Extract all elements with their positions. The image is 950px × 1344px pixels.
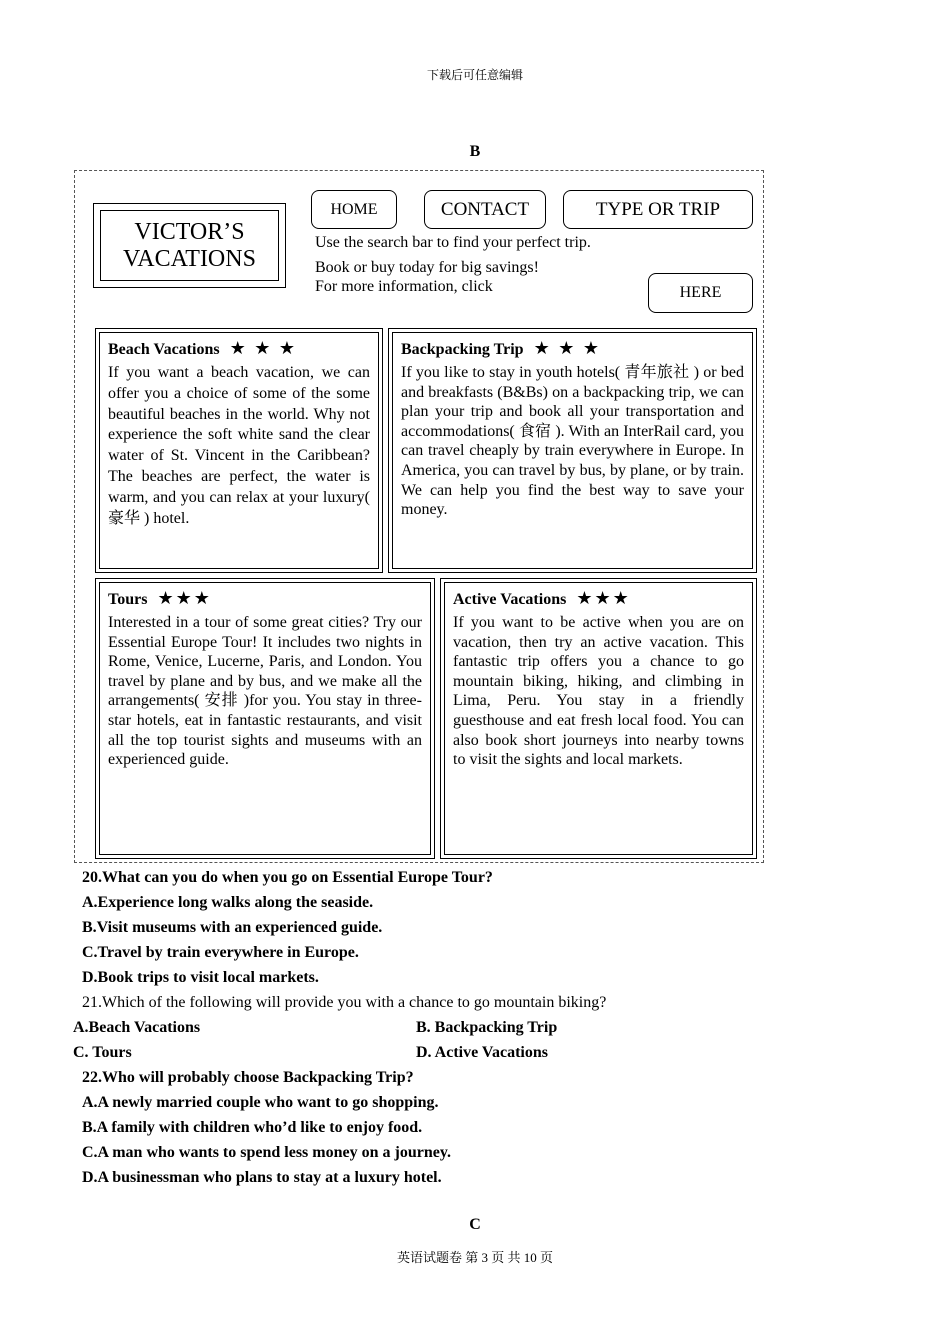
card-beach-vacations: [95, 328, 383, 573]
card-description: If you want to be active when you are on vacation, then try an active vacation. This fantastic trip offers you a chance to go mountain biking, hiking, and climbing in Lima, Peru. You stay in a friendly guesthouse and eat fresh local food. You can also book short journeys into nearby towns to visit the sights and local markets.: [453, 614, 744, 769]
card-title-text: Beach Vacations: [108, 341, 220, 358]
header-note: 下载后可任意编辑: [426, 68, 523, 82]
logo-line-1: VICTOR’S: [134, 218, 245, 245]
q20-stem: 20.What can you do when you go on Essential Europe Tour?: [82, 869, 493, 886]
home-button[interactable]: HOME: [311, 190, 397, 229]
q20-option-d: D.Book trips to visit local markets.: [82, 969, 319, 986]
card-description: If you want a beach vacation, we can offer you a choice of some of the some beautiful beaches in the world. Why not experience the soft white sand the clear water of St. Vincent in the Caribbean? The beaches are perfect, the water is warm, and you can relax at your luxury( 豪华 ) hotel.: [108, 364, 370, 527]
section-c-heading: C: [469, 1216, 481, 1233]
card-title: [401, 338, 744, 360]
q22-option-a: A.A newly married couple who want to go shopping.: [82, 1094, 439, 1111]
card-title-text: Backpacking Trip: [401, 341, 524, 358]
q20-option-c: C.Travel by train everywhere in Europe.: [82, 944, 359, 961]
section-b-heading: B: [469, 143, 481, 160]
card-title: [108, 338, 370, 360]
page-footer: 英语试题卷 第 3 页 共 10 页: [396, 1250, 553, 1265]
q21-option-b: B. Backpacking Trip: [416, 1019, 558, 1036]
q20-option-b: B.Visit museums with an experienced guide.: [82, 919, 383, 936]
info-search: Use the search bar to find your perfect trip.: [315, 234, 591, 251]
logo-line-2: VACATIONS: [123, 245, 256, 272]
type-or-trip-button[interactable]: TYPE OR TRIP: [563, 190, 753, 229]
star-rating: ★★★: [576, 588, 631, 608]
card-title-text: Active Vacations: [453, 591, 567, 608]
card-active-vacations: [440, 578, 757, 859]
card-description: Interested in a tour of some great cities? Try our Essential Europe Tour! It includes two nights in Rome, Venice, Lucerne, Paris, and London. You travel by plane and by bus, and we make all the arrangements( 安排 )for you. You stay in three-star hotels, eat in fantastic restaurants, and visit all the top tourist sights and museums with an experienced guide.: [108, 614, 422, 769]
star-rating: ★★★: [157, 588, 212, 608]
q21-option-a: A.Beach Vacations: [73, 1019, 201, 1036]
q21-option-d: D. Active Vacations: [416, 1044, 548, 1061]
contact-button[interactable]: CONTACT: [424, 190, 546, 229]
card-title: [453, 588, 744, 610]
q22-stem: 22.Who will probably choose Backpacking Trip?: [82, 1069, 414, 1086]
card-backpacking-trip: [388, 328, 757, 573]
here-button[interactable]: HERE: [648, 273, 753, 313]
card-title: [108, 588, 422, 610]
q20-option-a: A.Experience long walks along the seaside.: [82, 894, 374, 911]
q22-option-b: B.A family with children who’d like to enjoy food.: [82, 1119, 423, 1136]
q22-option-c: C.A man who wants to spend less money on a journey.: [82, 1144, 451, 1161]
q21-stem: 21.Which of the following will provide you with a chance to go mountain biking?: [82, 994, 607, 1011]
logo: [100, 210, 279, 281]
card-title-text: Tours: [108, 591, 148, 608]
q22-option-d: D.A businessman who plans to stay at a luxury hotel.: [82, 1169, 442, 1186]
star-rating: ★ ★ ★: [533, 338, 601, 358]
q21-option-c: C. Tours: [73, 1044, 132, 1061]
star-rating: ★ ★ ★: [229, 338, 297, 358]
card-description: If you like to stay in youth hotels( 青年旅社 ) or bed and breakfasts (B&Bs) on a backpacking trip, we can plan your trip and book all your transportation and accommodations( 食宿 ). With an InterRail card, you can travel cheaply by train everywhere in Europe. In America, you can travel by bus, by plane, or by train. We can help you find the best way to save your money.: [401, 364, 744, 519]
card-tours: [95, 578, 435, 859]
info-more: For more information, click: [315, 278, 493, 295]
info-savings: Book or buy today for big savings!: [315, 259, 539, 276]
